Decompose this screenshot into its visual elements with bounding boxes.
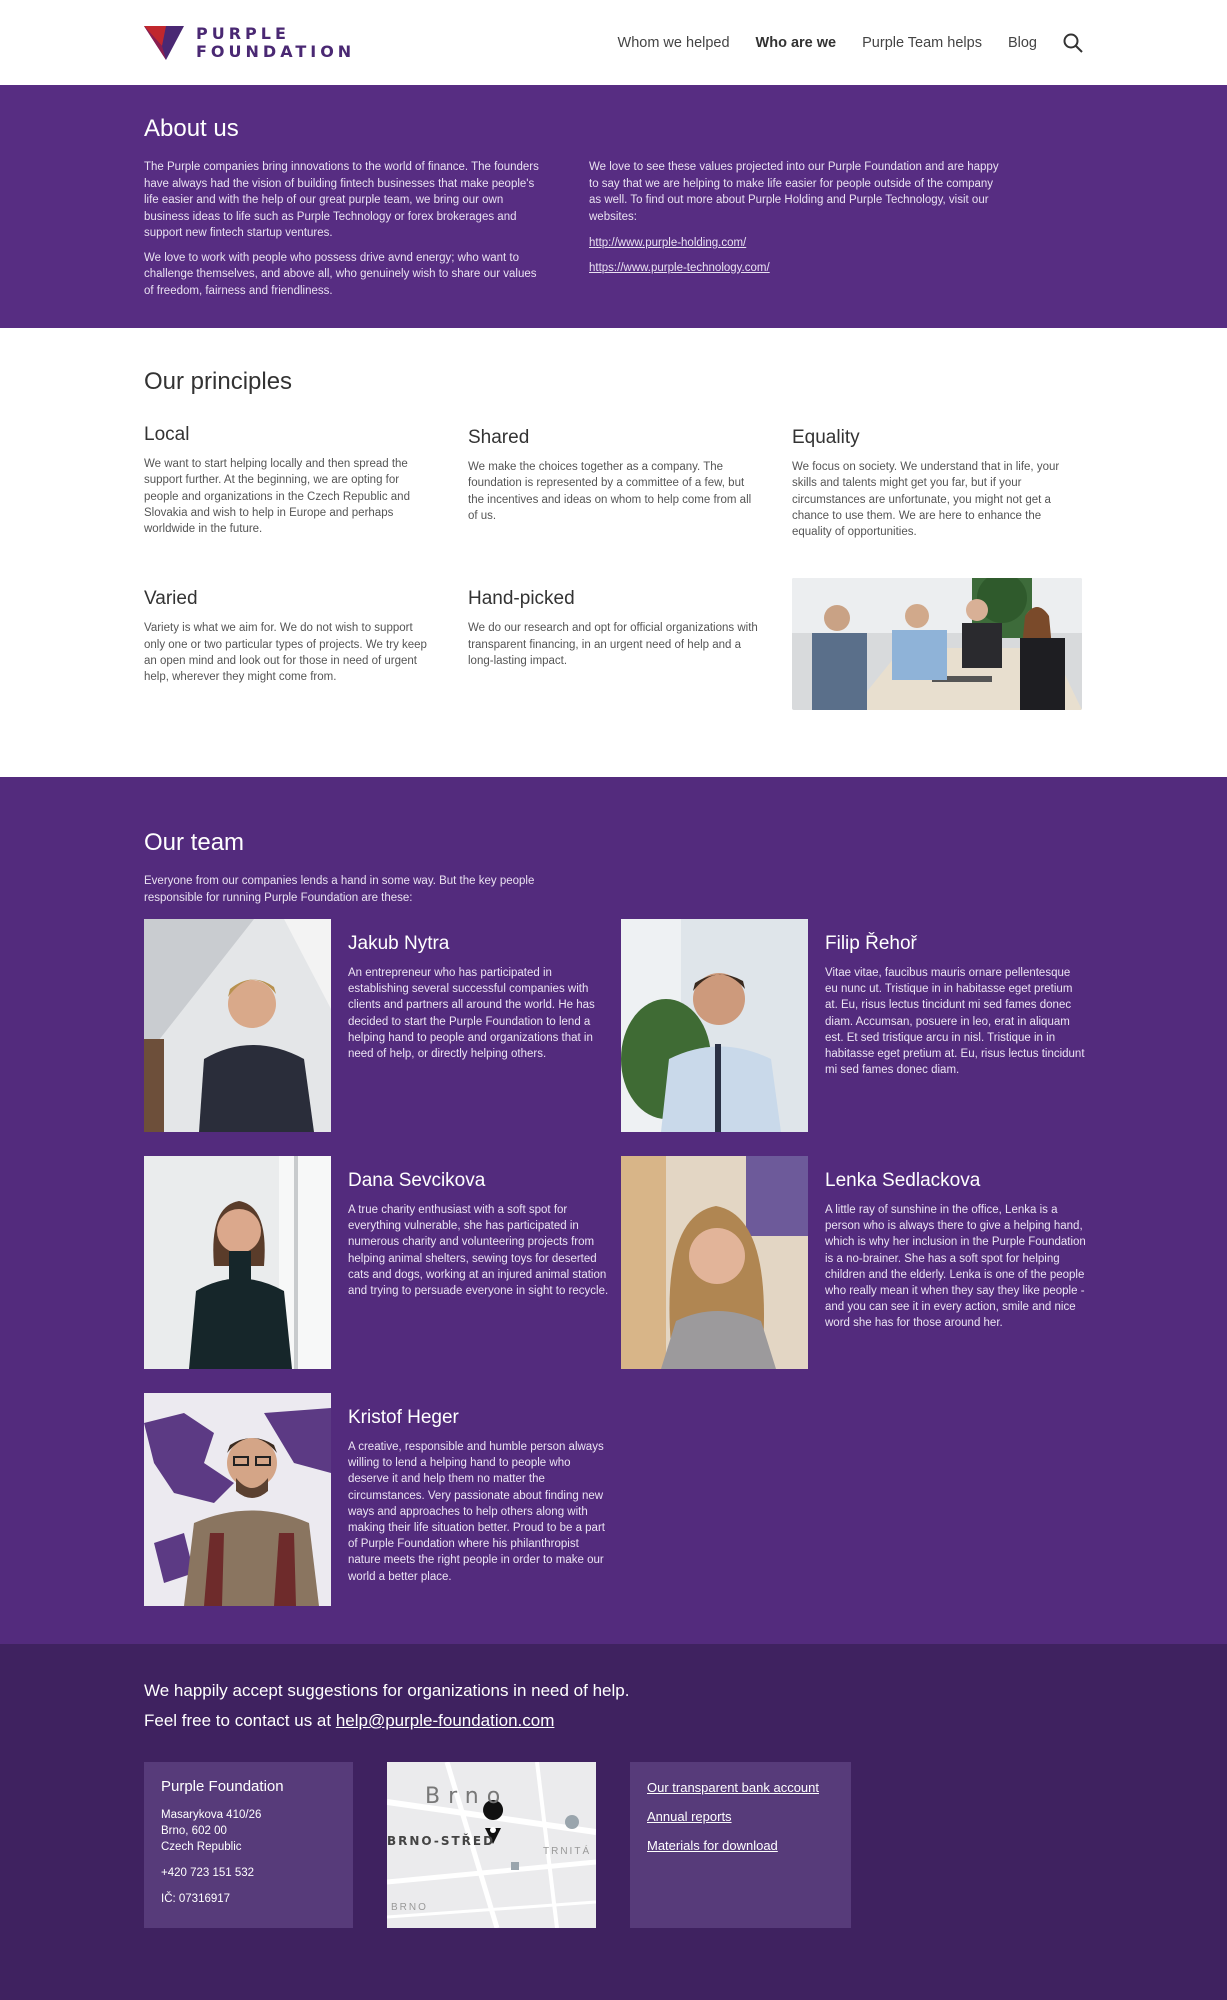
about-paragraph: The Purple companies bring innovations to the world of finance. The founders have always had the vision of building fintech businesses that make people's life easier and with the help of our great purple team, we bring our own business ideas to life such as Purple Technology or forex brokerages and support new fintech startup ventures. xyxy=(144,161,539,239)
map-bottom-label: BRNO xyxy=(391,1902,428,1913)
team-meeting-photo xyxy=(792,578,1082,710)
site-header xyxy=(0,0,1227,85)
team-member xyxy=(621,1156,1086,1369)
member-name: Kristof Heger xyxy=(348,1407,459,1428)
nav-whom-we-helped[interactable]: Whom we helped xyxy=(617,34,730,51)
logo-icon xyxy=(144,26,184,60)
contact-email-link[interactable]: help@purple-foundation.com xyxy=(335,1711,555,1730)
map-city-label: Brno xyxy=(425,1784,509,1809)
member-photo xyxy=(144,1156,331,1369)
logo-line2: FOUNDATION xyxy=(196,41,356,61)
principles-title: Our principles xyxy=(144,368,293,395)
team-member xyxy=(621,919,1086,1132)
about-paragraph: We love to see these values projected into our Purple Foundation and are happy to say that we are helping to make life easier for people outside of the company as well. To find out more about Purple Holding and Purple Technology, visit our websites: xyxy=(589,161,999,223)
principle-title: Shared xyxy=(468,427,530,448)
member-photo xyxy=(144,1393,331,1606)
footer-links xyxy=(630,1762,851,1928)
team-intro: Everyone from our companies lends a hand in some way. But the key people responsible for running Purple Foundation are these: xyxy=(144,875,535,904)
principle-title: Varied xyxy=(144,588,198,610)
member-name: Jakub Nytra xyxy=(348,933,450,954)
link-purple-technology[interactable]: https://www.purple-technology.com/ xyxy=(589,261,770,274)
address-line: Masarykova 410/26 xyxy=(161,1809,262,1821)
team-section xyxy=(0,777,1227,1644)
about-section xyxy=(0,85,1227,328)
member-name: Dana Sevcikova xyxy=(348,1170,486,1191)
site-footer xyxy=(0,1644,1227,2000)
team-member xyxy=(144,919,609,1132)
principle-equality xyxy=(792,424,1082,540)
member-photo xyxy=(621,919,808,1132)
principle-text: We focus on society. We understand that in life, your skills and talents might get you far, but if your circumstances are unfortunate, you might not get a chance to use them. We are here to enhance the equality of opportunities. xyxy=(792,461,1060,539)
map-district-label-2: TRNITÁ xyxy=(543,1846,592,1857)
about-title: About us xyxy=(144,115,239,142)
principle-shared xyxy=(468,424,758,540)
principle-title: Hand-picked xyxy=(468,588,575,610)
principle-hand-picked xyxy=(468,578,758,710)
team-member xyxy=(144,1393,609,1606)
member-bio: A true charity enthusiast with a soft spot for everything vulnerable, she has participated in numerous charity and volunteering projects from helping animal shelters, sewing toys for deserted cats and dogs, working at an injured animal station and trying to persuade everyone in sight to recycle. xyxy=(348,1204,609,1298)
nav-who-are-we[interactable]: Who are we xyxy=(755,34,837,51)
nav-purple-team-helps[interactable]: Purple Team helps xyxy=(862,34,982,51)
logo[interactable] xyxy=(144,25,355,61)
link-purple-holding[interactable]: http://www.purple-holding.com/ xyxy=(589,237,747,249)
principle-text: We make the choices together as a company. The foundation is represented by a committee of a few, but the incentives and ideas on whom to help come from all of us. xyxy=(468,461,752,522)
link-bank-account[interactable]: Our transparent bank account xyxy=(647,1780,819,1795)
company-id: IČ: 07316917 xyxy=(161,1893,231,1905)
address-box xyxy=(144,1762,353,1928)
member-bio: A little ray of sunshine in the office, Lenka is a person who is always there to give a helping hand, which is why her inclusion in the Purple Foundation is a no-brainer. She has a soft spot for helping children and the elderly. Lenka is one of the people who really mean it when they say they like people - and you can see it in every action, smile and nice word she has for those around her. xyxy=(825,1204,1086,1330)
member-bio: An entrepreneur who has participated in establishing several successful companies with clients and partners all around the world. He has decided to start the Purple Foundation to lend a helping hand to people and organizations that in need of help, or directly helping others. xyxy=(348,967,595,1061)
principle-varied xyxy=(144,578,434,710)
member-bio: Vitae vitae, faucibus mauris ornare pellentesque eu nunc ut. Tristique in in habitasse eget pretium at. Eu, risus lectus tincidunt mi sed fames donec diam. Accumsan, posuere in leo, erat in aliquam est. Et sed tristique arcu in nisl. Tristique in in habitasse eget pretium at. Eu, risus lectus tincidunt mi sed fames donec diam. xyxy=(825,967,1085,1077)
principle-local xyxy=(144,424,434,540)
principles-section xyxy=(0,328,1227,777)
principle-title: Local xyxy=(144,424,190,445)
principle-title: Equality xyxy=(792,427,860,448)
address-line: Brno, 602 00 xyxy=(161,1825,227,1837)
member-name: Filip Řehoř xyxy=(825,933,917,954)
search-icon[interactable] xyxy=(1063,33,1083,53)
member-bio: A creative, responsible and humble person always willing to lend a helping hand to people who deserve it and help them no matter the circumstances. Very passionate about finding new ways and approaches to help others along with making their life situation better. Proud to be a part of Purple Foundation where his philanthropist nature meets the right people in order to make our world a better place. xyxy=(348,1441,605,1583)
logo-line1: PURPLE xyxy=(196,23,290,43)
team-member xyxy=(144,1156,609,1369)
principle-text: Variety is what we aim for. We do not wish to support only one or two particular types of projects. We try keep an open mind and look out for those in need of urgent help, wherever they might come from. xyxy=(144,622,427,684)
principle-text: We want to start helping locally and then spread the support further. At the beginning, we are opting for people and organizations in the Czech Republic and Slovakia and wish to help in Europe and perhaps worldwide in the future. xyxy=(144,458,410,536)
principle-text: We do our research and opt for official organizations with transparent financing, in an urgent need of help and a long-lasting impact. xyxy=(468,622,758,668)
member-photo xyxy=(621,1156,808,1369)
nav-blog[interactable]: Blog xyxy=(1007,34,1037,51)
org-name: Purple Foundation xyxy=(161,1778,284,1795)
member-name: Lenka Sedlackova xyxy=(825,1170,981,1191)
link-materials[interactable]: Materials for download xyxy=(647,1838,778,1853)
phone-number: +420 723 151 532 xyxy=(161,1867,255,1879)
location-map[interactable] xyxy=(387,1762,596,1928)
main-nav xyxy=(618,33,1083,53)
member-photo xyxy=(144,919,331,1132)
link-annual-reports[interactable]: Annual reports xyxy=(647,1809,732,1824)
footer-suggestion-text: We happily accept suggestions for organizations in need of help. xyxy=(144,1681,630,1700)
team-title: Our team xyxy=(144,829,245,856)
about-paragraph: We love to work with people who possess drive avnd energy; who want to challenge themselves, and above all, who genuinely wish to share our values of freedom, fairness and friendliness. xyxy=(144,251,537,297)
address-line: Czech Republic xyxy=(161,1841,242,1853)
map-district-label: BRNO-STŘED xyxy=(387,1834,496,1848)
footer-contact-prefix: Feel free to contact us at xyxy=(144,1711,336,1730)
